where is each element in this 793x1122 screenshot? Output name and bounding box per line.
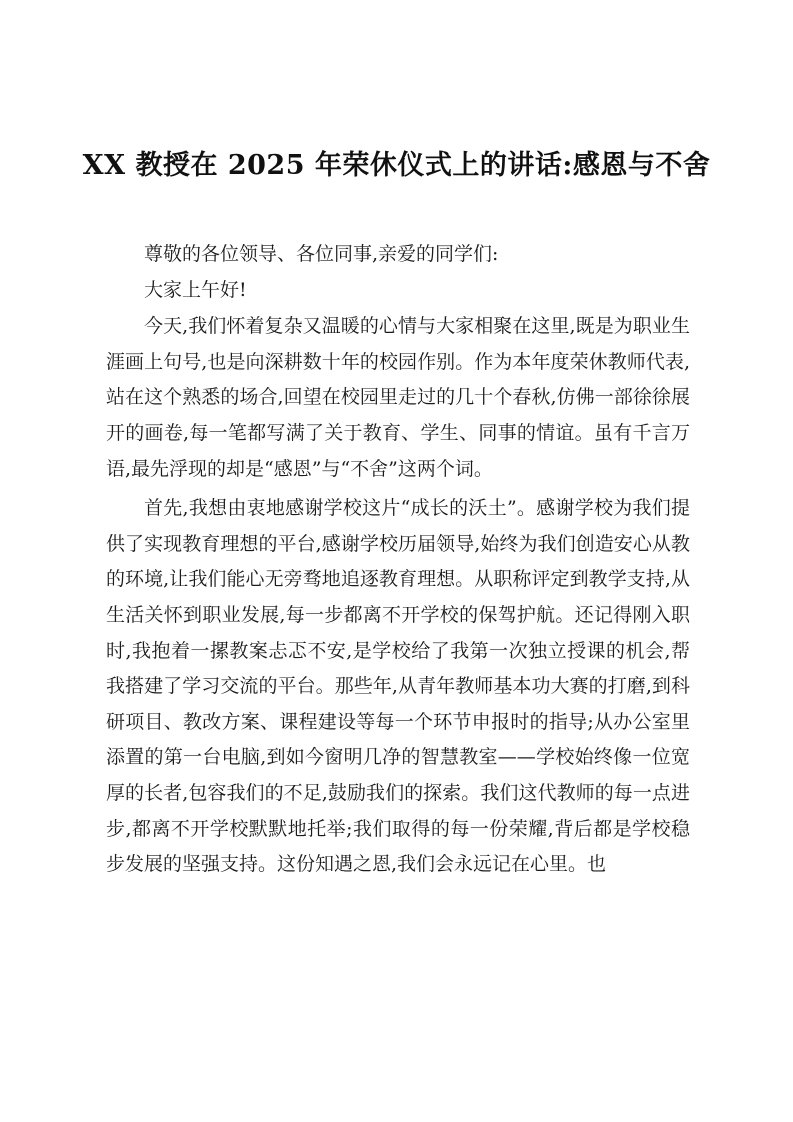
document-title: XX 教授在 2025 年荣休仪式上的讲话:感恩与不舍 bbox=[82, 150, 711, 181]
body-paragraph: 今天,我们怀着复杂又温暖的心情与大家相聚在这里,既是为职业生涯画上句号,也是向深耕数十年的校园作别。作为本年度荣休教师代表,站在这个熟悉的场合,回望在校园里走过的几十个春秋,仿佛一部徐徐展开的画卷,每一笔都写满了关于教育、学生、同事的情谊。虽有千言万语,最先浮现的却是“感恩”与“不舍”这两个词。 bbox=[106, 315, 690, 480]
salutation: 尊敬的各位领导、各位同事,亲爱的同学们: bbox=[144, 243, 499, 265]
greeting: 大家上午好! bbox=[144, 278, 247, 301]
body-paragraph: 首先,我想由衷地感谢学校这片“成长的沃土”。感谢学校为我们提供了实现教育理想的平台,感谢学校历届领导,始终为我们创造安心从教的环境,让我们能心无旁骛地追逐教育理想。从职称评定到教学支持,从生活关怀到职业发展,每一步都离不开学校的保驾护航。还记得刚入职时,我抱着一摞教案忐忑不安,是学校给了我第一次独立授课的机会,帮我搭建了学习交流的平台。那些年,从青年教师基本功大赛的打磨,到科研项目、教改方案、课程建设等每一个环节申报时的指导;从办公室里添置的第一台电脑,到如今窗明几净的智慧教室——学校始终像一位宽厚的长者,包容我们的不足,鼓励我们的探索。我们这代教师的每一点进步,都离不开学校默默地托举;我们取得的每一份荣耀,背后都是学校稳步发展的坚强支持。这份知遇之恩,我们会永远记在心里。也 bbox=[106, 497, 690, 876]
document-body bbox=[106, 237, 690, 883]
